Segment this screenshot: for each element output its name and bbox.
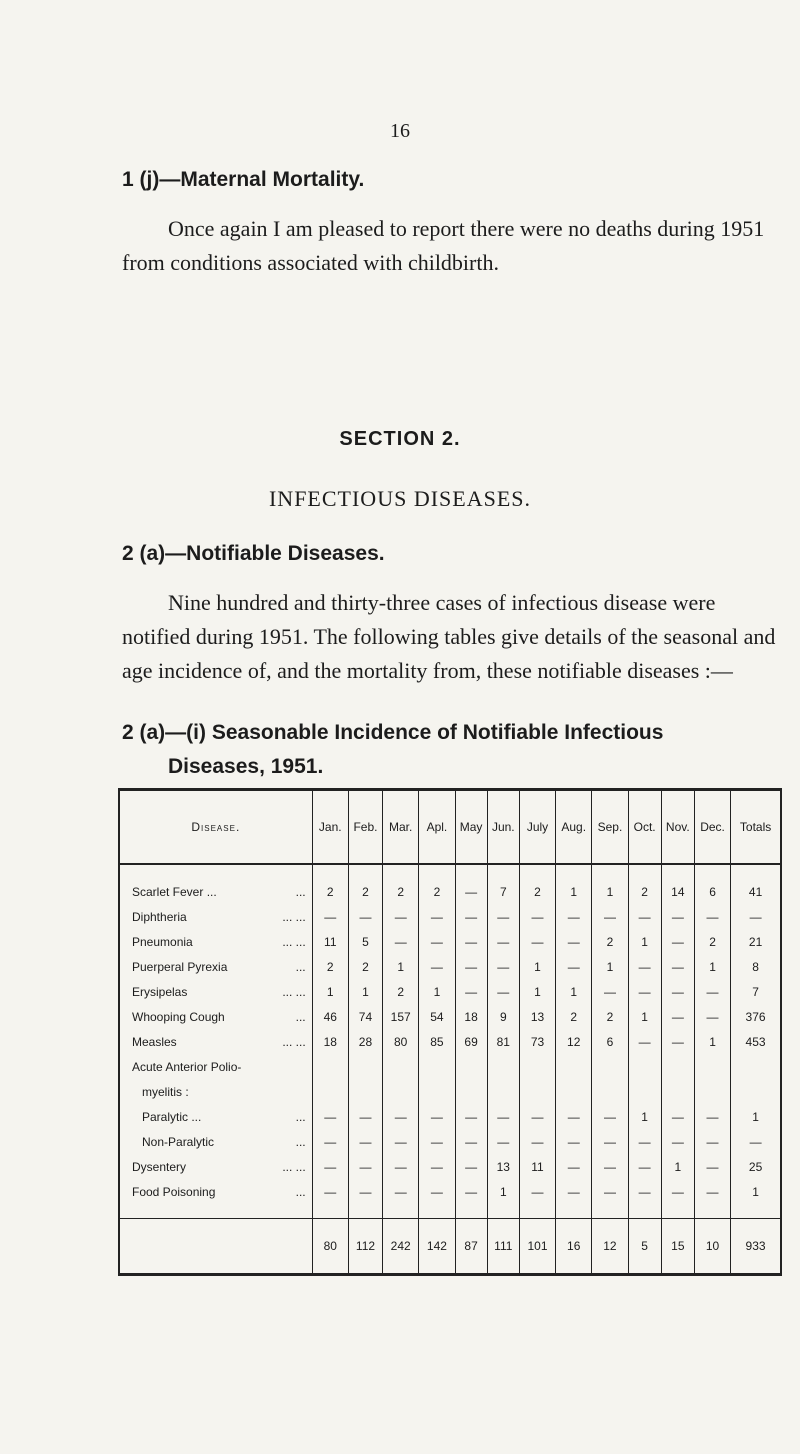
table-cell: 46 xyxy=(312,1004,348,1029)
table-cell xyxy=(312,1054,348,1079)
table-cell xyxy=(312,1079,348,1104)
table-cell: — xyxy=(419,954,455,979)
table-cell: — xyxy=(628,1029,661,1054)
table-cell: 73 xyxy=(519,1029,555,1054)
total-cell: 111 xyxy=(487,1219,519,1275)
table-cell: — xyxy=(519,1104,555,1129)
table-cell: 74 xyxy=(348,1004,382,1029)
table-cell xyxy=(694,1054,730,1079)
total-cell: 112 xyxy=(348,1219,382,1275)
table-cell: — xyxy=(694,979,730,1004)
table-cell: — xyxy=(383,1154,419,1179)
spacer-cell xyxy=(694,1204,730,1219)
table-cell xyxy=(592,1079,628,1104)
table-cell xyxy=(628,1054,661,1079)
table-cell: 1 xyxy=(556,979,592,1004)
table-cell: — xyxy=(455,979,487,1004)
table-cell: 1 xyxy=(628,1104,661,1129)
table-cell: 2 xyxy=(694,929,730,954)
table-cell: — xyxy=(383,904,419,929)
table-cell: 18 xyxy=(455,1004,487,1029)
table-cell: — xyxy=(519,929,555,954)
table-row xyxy=(119,1029,781,1054)
table-cell: — xyxy=(592,979,628,1004)
table-cell: 1 xyxy=(487,1179,519,1204)
table-cell xyxy=(419,1054,455,1079)
incidence-table xyxy=(118,788,782,1276)
table-cell xyxy=(348,1079,382,1104)
total-cell: 16 xyxy=(556,1219,592,1275)
total-cell: 242 xyxy=(383,1219,419,1275)
table-cell: — xyxy=(312,1129,348,1154)
disease-name: Puerperal Pyrexia xyxy=(132,959,228,974)
table-cell: — xyxy=(661,929,694,954)
table-row xyxy=(119,1004,781,1029)
table-cell: — xyxy=(592,1104,628,1129)
disease-name: myelitis : xyxy=(142,1084,189,1099)
table-cell xyxy=(455,1079,487,1104)
table-cell: 2 xyxy=(519,864,555,904)
table-cell: — xyxy=(455,1104,487,1129)
table-cell: 8 xyxy=(731,954,781,979)
table-cell: 2 xyxy=(383,864,419,904)
column-header-disease: Disease. xyxy=(119,790,312,865)
disease-label xyxy=(119,1154,312,1179)
table-cell: — xyxy=(661,1004,694,1029)
column-header-dec: Dec. xyxy=(694,790,730,865)
table-cell: — xyxy=(556,904,592,929)
incidence-table-wrap xyxy=(118,788,782,1276)
table-cell: — xyxy=(419,1154,455,1179)
table-cell: — xyxy=(592,1179,628,1204)
table-cell: — xyxy=(383,1179,419,1204)
table-heading-line1-wrap xyxy=(122,716,784,750)
table-cell: — xyxy=(455,929,487,954)
leader-dots: ... xyxy=(295,1134,306,1149)
table-cell: 25 xyxy=(731,1154,781,1179)
disease-label xyxy=(119,1104,312,1129)
table-cell: 1 xyxy=(661,1154,694,1179)
table-cell: — xyxy=(348,904,382,929)
table-cell: — xyxy=(455,904,487,929)
table-heading xyxy=(122,716,784,784)
leader-dots: ... xyxy=(295,959,306,974)
table-cell xyxy=(628,1079,661,1104)
table-cell: 1 xyxy=(628,929,661,954)
table-cell: 11 xyxy=(519,1154,555,1179)
total-cell: 87 xyxy=(455,1219,487,1275)
table-cell: — xyxy=(731,1129,781,1154)
total-cell: 142 xyxy=(419,1219,455,1275)
table-row xyxy=(119,954,781,979)
leader-dots: ... xyxy=(295,1009,306,1024)
table-row xyxy=(119,929,781,954)
column-header-mar: Mar. xyxy=(383,790,419,865)
spacer-cell xyxy=(455,1204,487,1219)
spacer-cell xyxy=(119,1204,312,1219)
table-cell: 1 xyxy=(383,954,419,979)
table-cell: — xyxy=(661,1129,694,1154)
table-header-row xyxy=(119,790,781,865)
table-cell: — xyxy=(519,904,555,929)
table-cell xyxy=(661,1054,694,1079)
disease-name: Whooping Cough xyxy=(132,1009,225,1024)
table-cell: — xyxy=(419,904,455,929)
table-cell: 1 xyxy=(419,979,455,1004)
table-cell: 85 xyxy=(419,1029,455,1054)
table-cell: 1 xyxy=(731,1179,781,1204)
disease-label xyxy=(119,1079,312,1104)
table-cell: 2 xyxy=(348,864,382,904)
table-cell: 157 xyxy=(383,1004,419,1029)
table-cell: — xyxy=(487,1129,519,1154)
disease-label xyxy=(119,1004,312,1029)
totals-label-cell xyxy=(119,1219,312,1275)
disease-name: Dysentery xyxy=(132,1159,187,1174)
table-cell xyxy=(556,1054,592,1079)
disease-name: Paralytic ... xyxy=(142,1109,202,1124)
table-cell: — xyxy=(556,1104,592,1129)
disease-label xyxy=(119,1179,312,1204)
table-cell: — xyxy=(455,954,487,979)
disease-name: Measles xyxy=(132,1034,177,1049)
table-cell: 41 xyxy=(731,864,781,904)
disease-label xyxy=(119,979,312,1004)
table-cell: — xyxy=(312,1154,348,1179)
table-cell: — xyxy=(419,929,455,954)
column-header-feb: Feb. xyxy=(348,790,382,865)
total-cell: 101 xyxy=(519,1219,555,1275)
table-cell: — xyxy=(519,1129,555,1154)
leader-dots: ... ... xyxy=(282,909,306,924)
spacer-cell xyxy=(592,1204,628,1219)
table-cell: 80 xyxy=(383,1029,419,1054)
table-body xyxy=(119,864,781,1219)
table-row xyxy=(119,1079,781,1104)
table-cell: 7 xyxy=(487,864,519,904)
table-heading-line2: Diseases, 1951. xyxy=(168,755,324,778)
leader-dots: ... xyxy=(295,1184,306,1199)
spacer-cell xyxy=(519,1204,555,1219)
table-cell xyxy=(419,1079,455,1104)
table-cell: — xyxy=(312,904,348,929)
maternal-mortality-heading: 1 (j)—Maternal Mortality. xyxy=(122,168,365,191)
table-cell: 12 xyxy=(556,1029,592,1054)
table-cell: — xyxy=(592,1154,628,1179)
column-header-may: May xyxy=(455,790,487,865)
leader-dots: ... xyxy=(295,884,306,899)
table-cell xyxy=(556,1079,592,1104)
table-cell: — xyxy=(556,1129,592,1154)
table-cell: — xyxy=(694,1154,730,1179)
table-cell: — xyxy=(661,979,694,1004)
section-title: SECTION 2. xyxy=(339,428,461,450)
table-row xyxy=(119,904,781,929)
table-row xyxy=(119,979,781,1004)
table-cell: — xyxy=(694,1179,730,1204)
table-cell: 1 xyxy=(312,979,348,1004)
spacer-cell xyxy=(312,1204,348,1219)
table-cell: 7 xyxy=(731,979,781,1004)
table-cell: — xyxy=(661,1029,694,1054)
table-cell: 13 xyxy=(519,1004,555,1029)
table-cell: 2 xyxy=(383,979,419,1004)
table-row xyxy=(119,1104,781,1129)
table-row xyxy=(119,864,781,904)
table-cell: 2 xyxy=(312,954,348,979)
leader-dots: ... ... xyxy=(282,984,306,999)
disease-label xyxy=(119,864,312,904)
disease-name: Diphtheria xyxy=(132,909,187,924)
table-cell: 1 xyxy=(519,979,555,1004)
table-cell: — xyxy=(487,1104,519,1129)
total-cell: 10 xyxy=(694,1219,730,1275)
table-cell: 6 xyxy=(694,864,730,904)
table-cell: — xyxy=(628,1154,661,1179)
table-heading-line1: 2 (a)—(i) Seasonable Incidence of Notifiable Infectious xyxy=(122,721,664,744)
table-cell: — xyxy=(628,1129,661,1154)
table-row xyxy=(119,1154,781,1179)
spacer-cell xyxy=(661,1204,694,1219)
notifiable-diseases-paragraph xyxy=(122,586,784,688)
table-cell xyxy=(519,1054,555,1079)
disease-name: Acute Anterior Polio- xyxy=(132,1059,242,1074)
table-cell: 9 xyxy=(487,1004,519,1029)
table-cell xyxy=(731,1054,781,1079)
table-cell: — xyxy=(694,1004,730,1029)
spacer-cell xyxy=(383,1204,419,1219)
table-cell: — xyxy=(694,1104,730,1129)
table-cell: 1 xyxy=(694,1029,730,1054)
table-cell: — xyxy=(348,1129,382,1154)
leader-dots: ... ... xyxy=(282,1159,306,1174)
table-cell: 13 xyxy=(487,1154,519,1179)
disease-name: Scarlet Fever ... xyxy=(132,884,217,899)
table-cell: 2 xyxy=(628,864,661,904)
table-cell: — xyxy=(556,929,592,954)
table-cell: 21 xyxy=(731,929,781,954)
table-cell xyxy=(487,1054,519,1079)
table-cell: — xyxy=(455,1129,487,1154)
table-cell: — xyxy=(487,979,519,1004)
table-cell: 2 xyxy=(556,1004,592,1029)
table-cell xyxy=(455,1054,487,1079)
table-cell xyxy=(731,1079,781,1104)
table-cell: 1 xyxy=(348,979,382,1004)
leader-dots: ... ... xyxy=(282,1034,306,1049)
table-cell: 1 xyxy=(694,954,730,979)
table-cell: — xyxy=(419,1179,455,1204)
table-cell: — xyxy=(419,1104,455,1129)
table-cell: — xyxy=(519,1179,555,1204)
table-cell: 69 xyxy=(455,1029,487,1054)
table-cell: — xyxy=(628,979,661,1004)
disease-label xyxy=(119,1054,312,1079)
table-cell: 1 xyxy=(556,864,592,904)
table-cell: 1 xyxy=(592,864,628,904)
table-cell: — xyxy=(556,1154,592,1179)
table-cell: — xyxy=(455,1179,487,1204)
table-cell: — xyxy=(556,1179,592,1204)
table-cell: 81 xyxy=(487,1029,519,1054)
table-cell: — xyxy=(731,904,781,929)
table-cell: — xyxy=(628,1179,661,1204)
table-cell: — xyxy=(312,1179,348,1204)
table-cell: — xyxy=(661,1179,694,1204)
table-cell: — xyxy=(628,954,661,979)
table-cell: 376 xyxy=(731,1004,781,1029)
spacer-cell xyxy=(348,1204,382,1219)
column-header-sep: Sep. xyxy=(592,790,628,865)
spacer-cell xyxy=(487,1204,519,1219)
total-cell: 933 xyxy=(731,1219,781,1275)
table-cell: — xyxy=(348,1154,382,1179)
spacer-row xyxy=(119,1204,781,1219)
table-cell: 2 xyxy=(348,954,382,979)
disease-name: Pneumonia xyxy=(132,934,193,949)
table-cell: — xyxy=(455,1154,487,1179)
table-cell: — xyxy=(383,1104,419,1129)
table-cell: 1 xyxy=(628,1004,661,1029)
leader-dots: ... ... xyxy=(282,934,306,949)
leader-dots: ... xyxy=(295,1109,306,1124)
table-cell: 2 xyxy=(419,864,455,904)
total-cell: 5 xyxy=(628,1219,661,1275)
table-cell: — xyxy=(694,1129,730,1154)
table-cell: — xyxy=(487,929,519,954)
column-header-jan: Jan. xyxy=(312,790,348,865)
table-cell: — xyxy=(348,1179,382,1204)
table-cell: 5 xyxy=(348,929,382,954)
table-cell xyxy=(519,1079,555,1104)
column-header-jun: Jun. xyxy=(487,790,519,865)
table-cell xyxy=(661,1079,694,1104)
table-cell xyxy=(592,1054,628,1079)
table-cell: 54 xyxy=(419,1004,455,1029)
disease-label xyxy=(119,954,312,979)
maternal-mortality-paragraph xyxy=(122,212,784,280)
disease-label xyxy=(119,1029,312,1054)
table-cell: — xyxy=(383,1129,419,1154)
table-cell: 2 xyxy=(592,1004,628,1029)
disease-label xyxy=(119,929,312,954)
table-cell: — xyxy=(661,954,694,979)
table-cell xyxy=(348,1054,382,1079)
notifiable-diseases-text: Nine hundred and thirty-three cases of infectious disease were notified during 1951. The following tables give details of the seasonal and age incidence of, and the mortality from, these notifiable diseases :— xyxy=(122,590,776,683)
table-cell: — xyxy=(487,954,519,979)
column-header-oct: Oct. xyxy=(628,790,661,865)
table-cell: — xyxy=(383,929,419,954)
column-header-aug: Aug. xyxy=(556,790,592,865)
table-cell: 1 xyxy=(731,1104,781,1129)
table-cell: — xyxy=(487,904,519,929)
disease-name: Food Poisoning xyxy=(132,1184,216,1199)
maternal-mortality-text: Once again I am pleased to report there were no deaths during 1951 from conditions associated with childbirth. xyxy=(122,216,765,275)
disease-label xyxy=(119,1129,312,1154)
column-header-apl: Apl. xyxy=(419,790,455,865)
table-cell xyxy=(383,1079,419,1104)
total-cell: 80 xyxy=(312,1219,348,1275)
table-cell: 1 xyxy=(519,954,555,979)
table-cell: — xyxy=(592,904,628,929)
table-row xyxy=(119,1129,781,1154)
column-header-july: July xyxy=(519,790,555,865)
table-cell: 18 xyxy=(312,1029,348,1054)
table-cell: — xyxy=(312,1104,348,1129)
table-cell: — xyxy=(348,1104,382,1129)
table-cell: 11 xyxy=(312,929,348,954)
column-header-nov: Nov. xyxy=(661,790,694,865)
table-cell: 28 xyxy=(348,1029,382,1054)
table-cell: 6 xyxy=(592,1029,628,1054)
total-cell: 12 xyxy=(592,1219,628,1275)
table-cell: — xyxy=(661,1104,694,1129)
disease-name: Erysipelas xyxy=(132,984,188,999)
disease-label xyxy=(119,904,312,929)
spacer-cell xyxy=(556,1204,592,1219)
table-cell: — xyxy=(694,904,730,929)
table-cell: — xyxy=(455,864,487,904)
table-cell: — xyxy=(592,1129,628,1154)
spacer-cell xyxy=(628,1204,661,1219)
disease-name: Non-Paralytic xyxy=(142,1134,215,1149)
section-subtitle: INFECTIOUS DISEASES. xyxy=(268,486,532,511)
table-cell: — xyxy=(419,1129,455,1154)
table-cell: — xyxy=(556,954,592,979)
table-cell: 1 xyxy=(592,954,628,979)
page-number: 16 xyxy=(390,120,410,142)
table-cell: 14 xyxy=(661,864,694,904)
table-cell: 2 xyxy=(312,864,348,904)
table-cell: — xyxy=(661,904,694,929)
table-row xyxy=(119,1179,781,1204)
table-cell xyxy=(487,1079,519,1104)
table-cell: 453 xyxy=(731,1029,781,1054)
table-cell xyxy=(383,1054,419,1079)
table-row xyxy=(119,1054,781,1079)
notifiable-diseases-heading: 2 (a)—Notifiable Diseases. xyxy=(122,542,385,565)
column-header-totals: Totals xyxy=(731,790,781,865)
spacer-cell xyxy=(419,1204,455,1219)
totals-row xyxy=(119,1219,781,1275)
table-cell: 2 xyxy=(592,929,628,954)
total-cell: 15 xyxy=(661,1219,694,1275)
table-cell xyxy=(694,1079,730,1104)
table-cell: — xyxy=(628,904,661,929)
spacer-cell xyxy=(731,1204,781,1219)
